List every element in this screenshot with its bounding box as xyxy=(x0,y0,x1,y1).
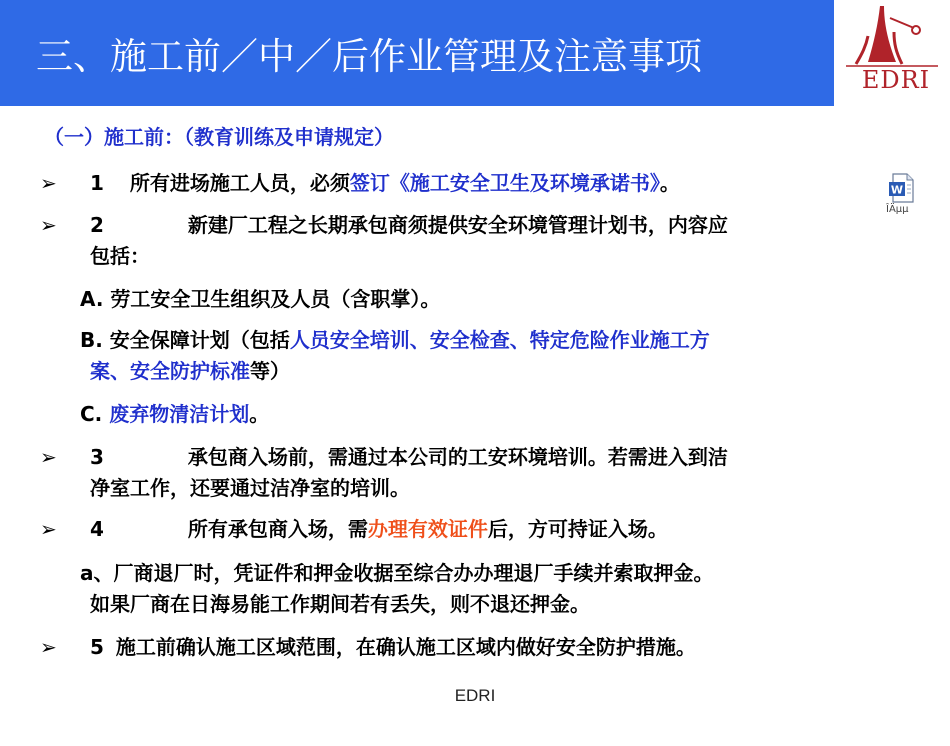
sub-item-c: C. 废弃物清洁计划。 xyxy=(80,402,270,426)
item-text: 施工前确认施工区域范围，在确认施工区域内做好安全防护措施。 xyxy=(115,635,696,659)
arrow-bullet-icon: ➢ xyxy=(40,517,57,541)
highlight-text: 废弃物清洁计划 xyxy=(109,402,250,426)
footer-text: EDRI xyxy=(454,686,496,705)
list-item-4 xyxy=(90,513,668,545)
list-item-1 xyxy=(90,167,680,199)
attachment-label[interactable]: ÎÄµµ xyxy=(886,204,909,215)
svg-text:W: W xyxy=(890,183,904,197)
word-document-icon[interactable] xyxy=(887,173,917,203)
highlight-text: 案、安全防护标准 xyxy=(90,359,250,383)
list-item-2-cont: 包括： xyxy=(90,244,150,268)
sub-item-a-lower-cont: 如果厂商在日海易能工作期间若有丢失，则不退还押金。 xyxy=(90,592,590,616)
item-number: 3 xyxy=(90,445,104,469)
item-text: 后，方可持证入场。 xyxy=(487,517,668,541)
section-title: （一）施工前：（教育训练及申请规定） xyxy=(44,125,394,149)
item-text: 。 xyxy=(659,171,680,195)
list-item-2 xyxy=(90,209,728,241)
arrow-bullet-icon: ➢ xyxy=(40,445,57,469)
title-bar xyxy=(0,0,834,106)
logo-text: EDRI xyxy=(861,66,931,94)
sub-item-a: A. 劳工安全卫生组织及人员（含职掌）。 xyxy=(80,287,441,311)
item-text: 所有进场施工人员，必须 xyxy=(129,171,350,195)
list-item-5 xyxy=(90,631,696,663)
page-title: 三、施工前／中／后作业管理及注意事项 xyxy=(36,35,702,78)
arrow-bullet-icon: ➢ xyxy=(40,213,57,237)
item-number: 5 xyxy=(90,635,104,659)
highlight-text: 人员安全培训、安全检查、特定危险作业施工方 xyxy=(289,328,710,352)
sub-item-b: B. 安全保障计划（包括人员安全培训、安全检查、特定危险作业施工方 xyxy=(80,328,710,352)
item-number: 2 xyxy=(90,213,104,237)
highlight-text: 签订《施工安全卫生及环境承诺书》 xyxy=(349,171,660,195)
item-text: 所有承包商入场，需 xyxy=(187,517,368,541)
list-item-3 xyxy=(90,441,728,473)
item-number: 1 xyxy=(90,171,104,195)
sub-item-b-cont: 案、安全防护标准等） xyxy=(90,359,290,383)
list-item-3-cont: 净室工作，还要通过洁净室的培训。 xyxy=(90,476,410,500)
sub-item-a-lower: a、厂商退厂时，凭证件和押金收据至综合办办理退厂手续并索取押金。 xyxy=(80,561,714,585)
item-text: 承包商入场前，需通过本公司的工安环境培训。若需进入到洁 xyxy=(187,445,728,469)
item-number: 4 xyxy=(90,517,104,541)
arrow-bullet-icon: ➢ xyxy=(40,635,57,659)
arrow-bullet-icon: ➢ xyxy=(40,171,57,195)
item-text: 新建厂工程之长期承包商须提供安全环境管理计划书，内容应 xyxy=(187,213,728,237)
highlight-text: 办理有效证件 xyxy=(367,517,488,541)
